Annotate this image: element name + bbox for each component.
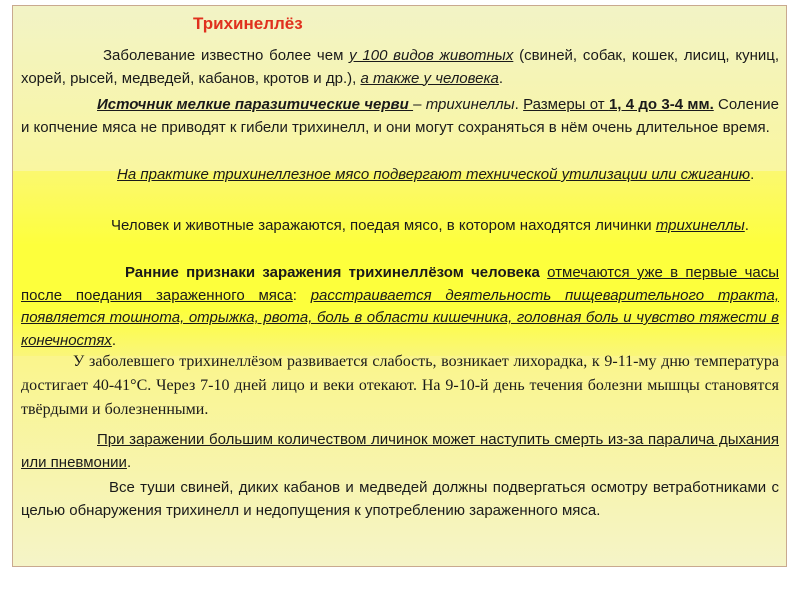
p5-text-f: . bbox=[111, 331, 117, 349]
p2-text-a: Источник мелкие паразитические черви bbox=[97, 96, 414, 113]
slide bbox=[12, 5, 787, 567]
p5-text-d: : bbox=[292, 286, 311, 304]
p4-text-a: Человек и животные заражаются, поедая мясо, в котором находятся личинки bbox=[111, 217, 656, 234]
p1-text-b: у 100 видов животных bbox=[349, 47, 514, 64]
p3-text-b: . bbox=[750, 166, 755, 183]
paragraph-infection bbox=[21, 215, 779, 238]
paragraph-source bbox=[21, 94, 779, 139]
p8-text-a: Все туши свиней, диких кабанов и медведей должны подвергаться осмотру ветработниками с целью обнаружения трихинелл и недопущения к употреблению зараженного мяса. bbox=[21, 479, 779, 519]
page-title: Трихинеллёз bbox=[193, 14, 303, 33]
p4-text-c: . bbox=[744, 217, 749, 234]
p7-text-b: . bbox=[126, 453, 132, 471]
p1-text-a: Заболевание известно более чем bbox=[103, 47, 350, 64]
p1-text-c: (свиней, собак, кошек, лисиц, куниц, хорей, рысей, медведей, кабанов, кротов и др.), bbox=[21, 47, 779, 87]
p2-text-b: – bbox=[413, 96, 426, 113]
p4-text-b: трихинеллы bbox=[655, 217, 745, 234]
p3-text-a: На практике трихинеллезное мясо подвергают технической утилизации или сжиганию bbox=[117, 166, 751, 183]
p2-text-g: Соление и копчение мяса не приводят к гибели трихинелл, и они могут сохраняться в нём очень длительное время. bbox=[21, 96, 779, 136]
p5-text-e: расстраивается деятельность пищеварительного тракта, появляется тошнота, отрыжка, рвота, боль в области кишечника, головная боль и чувство тяжести в конечностях bbox=[21, 286, 779, 349]
paragraph-early-signs bbox=[21, 262, 779, 352]
paragraph-intro bbox=[21, 45, 779, 90]
p1-text-e: . bbox=[498, 69, 504, 87]
paragraph-practice bbox=[21, 164, 779, 187]
p1-text-d: а также у человека bbox=[360, 69, 499, 87]
paragraph-symptoms bbox=[21, 350, 779, 422]
p5-text-c: отмечаются уже в первые часы после поедания зараженного мяса bbox=[21, 264, 780, 304]
p6-text-a: У заболевшего трихинеллёзом развивается слабость, возникает лихорадка, к 9-11-му дню температура достигает 40-41°С. Через 7-10 дней лицо и веки отекают. На 9-10-й день течения болезни мышцы становятся твёрдыми и болезненными. bbox=[21, 353, 779, 418]
p2-text-d: . bbox=[514, 96, 524, 113]
p5-text-a: Ранние признаки заражения трихинеллёзом человека bbox=[125, 264, 540, 281]
p2-text-e: Размеры от bbox=[523, 96, 609, 113]
p2-text-f: 1, 4 до 3-4 мм. bbox=[608, 96, 714, 113]
paragraph-inspection bbox=[21, 477, 779, 522]
p2-text-c: трихинеллы bbox=[425, 96, 515, 113]
paragraph-death bbox=[21, 429, 779, 474]
p7-text-a: При заражении большим количеством личинок может наступить смерть из-за паралича дыхания или пневмонии bbox=[21, 431, 779, 471]
